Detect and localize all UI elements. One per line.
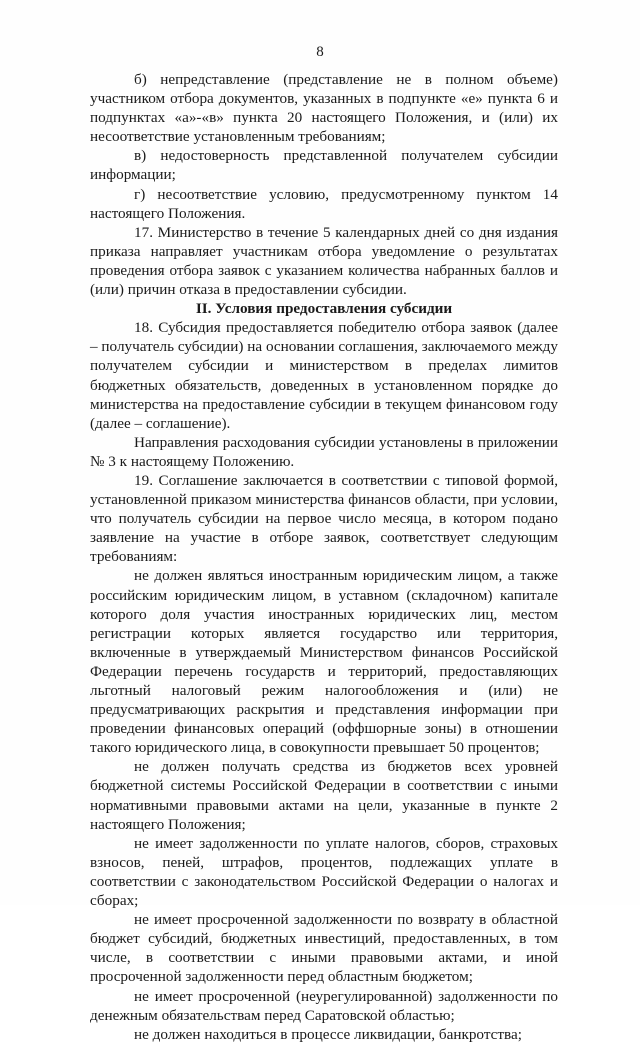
paragraph-18: 18. Субсидия предоставляется победителю отбора заявок (далее – получатель субсидии) на основании соглашения, заключаемого между получателем субсидии и министерством в пределах лимитов бюджетных обязательств, доведенных в установленном порядке до министерства на предоставление субсидии в текущем финансовом году (далее – соглашение). bbox=[90, 319, 558, 432]
requirement-item: не имеет просроченной (неурегулированной) задолженности по денежным обязательствам перед Саратовской областью; bbox=[90, 987, 558, 1024]
document-body bbox=[90, 70, 558, 1044]
requirement-item: не имеет просроченной задолженности по возврату в областной бюджет субсидий, бюджетных инвестиций, предоставленных, в том числе, в соответствии с иными правовыми актами, и иной просроченной задолженности перед областным бюджетом; bbox=[90, 911, 558, 986]
paragraph-16g: г) несоответствие условию, предусмотренному пунктом 14 настоящего Положения. bbox=[90, 185, 558, 222]
page-number: 8 bbox=[316, 44, 324, 60]
paragraph-19: 19. Соглашение заключается в соответствии с типовой формой, установленной приказом министерства финансов области, при условии, что получатель субсидии на первое число месяца, в котором подано заявление на участие в отборе заявок, соответствует следующим требованиям: bbox=[90, 471, 558, 566]
paragraph-16v: в) недостоверность представленной получателем субсидии информации; bbox=[90, 147, 558, 184]
requirement-item: не должен получать средства из бюджетов всех уровней бюджетной системы Российской Федерации в соответствии с иными нормативными правовыми актами на цели, указанные в пункте 2 настоящего Положения; bbox=[90, 758, 558, 833]
requirement-item: не должен находиться в процессе ликвидации, банкротства; bbox=[134, 1025, 522, 1043]
requirement-item: не должен являться иностранным юридическим лицом, а также российским юридическим лицом, в уставном (складочном) капитале которого доля участия иностранных юридических лиц, местом регистрации которых является государство или территория, включенные в утверждаемый Министерством финансов Российской Федерации перечень государств и территорий, предоставляющих льготный налоговый режим налогообложения и (или) не предусматривающих раскрытия и представления информации при проведении финансовых операций (оффшорные зоны) в отношении такого юридического лица, в совокупности превышает 50 процентов; bbox=[90, 567, 558, 757]
section-heading: II. Условия предоставления субсидии bbox=[195, 300, 453, 318]
paragraph-17: 17. Министерство в течение 5 календарных дней со дня издания приказа направляет участникам отбора уведомление о результатах проведения отбора заявок с указанием количества набранных баллов и (или) причин отказа в предоставлении субсидии. bbox=[90, 223, 558, 299]
paragraph-18-directions: Направления расходования субсидии установлены в приложении № 3 к настоящему Положению. bbox=[90, 433, 558, 470]
paragraph-16b: б) непредставление (представление не в полном объеме) участником отбора документов, указанных в подпункте «е» пункта 6 и подпунктах «а»-«в» пункта 20 настоящего Положения, и (или) их несоответствие установленным требованиям; bbox=[90, 71, 558, 146]
requirement-item: не имеет задолженности по уплате налогов, сборов, страховых взносов, пеней, штрафов, процентов, подлежащих уплате в соответствии с законодательством Российской Федерации о налогах и сборах; bbox=[90, 834, 558, 910]
